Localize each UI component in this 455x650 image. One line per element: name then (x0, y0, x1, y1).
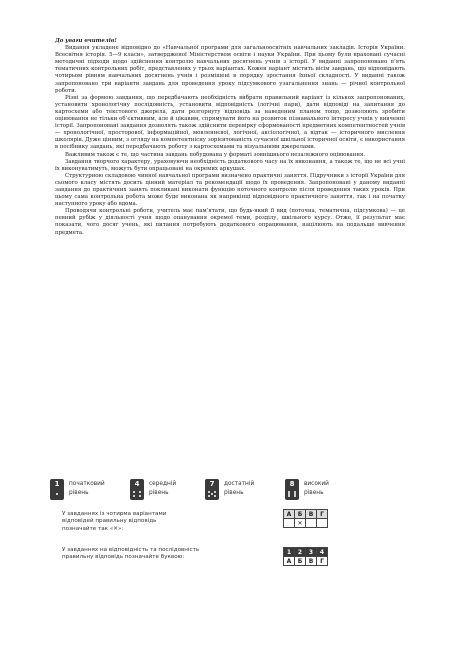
grid-header: 1 (284, 548, 295, 557)
grid-header: Г (317, 510, 328, 519)
grid-cell (284, 519, 295, 528)
level-legend: 1 початковий рівень 4 середній рівень 7 достатній рівень 8 високий рівень (50, 479, 410, 503)
grid-cell (317, 519, 328, 528)
example-one-instructions: У завданнях із чотирма варіантами відповідей правильну відповідь позначайте так «✕»: (62, 511, 167, 532)
grid-header: 2 (295, 548, 306, 557)
grid-cell: ✕ (295, 519, 306, 528)
dice-icon: 7 (205, 479, 219, 500)
grid-header: В (306, 510, 317, 519)
grid-cell: Б (295, 557, 306, 566)
grid-cell: В (306, 557, 317, 566)
grid-header: Б (295, 510, 306, 519)
grid-cell (306, 519, 317, 528)
paragraph: Різні за формою завдання, що передбачають необхідність вибрати правильний варіант із кількох запропонованих, установити хронологічну послідовність, установити відповідність (логічні пари), дати відповіді на запитання до картосхеми або текстового джерела, дати розгорнуту відповідь за наведеним планом тощо, дозволяють зробити оцінювання не тільки об’єктивним, але й цікавим, спрямувати його на розвиток пізнавального інтересу учнів у вивченні історії. Запропоновані завдання дозволять також здійснити перевірку сформованості предметних компетентностей учнів — хронологічної, просторової, інформаційної, мовленнєвої, логічної, аксіологічної, а відтак — історичного мислення школярів. Дуже цінним, з огляду на компетентнісну зорієнтованість сучасної шкільної історичної освіти, є використання в посібнику завдань, які передбачають роботу з картосхемами та візуальними джерелами. (55, 94, 405, 151)
grid-header: 4 (317, 548, 328, 557)
paragraph: Проводячи контрольні роботи, учитель має пам’ятати, що будь-який її вид (поточна, тематична, підсумкова) — це певний рубіж у діяльності учня щодо опанування окремої теми, розділу, шкільного курсу. Отже, її результат має показати, чого досяг учень, які питання потребують додаткового опрацювання, націлюють на подальше вивчення предмета. (55, 208, 405, 236)
paragraph: Видання укладене відповідно до «Навчальної програми для загальноосвітніх навчальних закладів. Історія України. Всесвітня історія. 5—9 класи», затвердженої Міністерством освіти і науки України. При цьому були враховані сучасні методичні підходи щодо здійснення контролю навчальних досягнень учнів з історії. У виданні запропоновано п’ять тематичних контрольних робіт, представлених у трьох варіантах. Кожен варіант містить вісім завдань, що відповідають чотирьом рівням навчальних досягнень учнів і розміщені в порядку зростання їхньої складності. У виданні також запропоновано три варіанти завдань для проведення уроку підсумкового узагальнення знань — річної контрольної роботи. (55, 45, 405, 94)
paragraph: Завдання творчого характеру, ураховуючи необхідність додаткового часу на їх виконання, а також те, що не всі учні їх виконуватимуть, можуть бути опрацьовані на окремих аркушах. (55, 158, 405, 172)
level-label: початковий (69, 481, 105, 487)
dice-icon: 4 (130, 479, 144, 500)
greeting: До уваги вчителів! (55, 38, 117, 44)
grid-cell: А (284, 557, 295, 566)
grid-header: А (284, 510, 295, 519)
grid-cell: Г (317, 557, 328, 566)
dice-icon: 8 (285, 479, 299, 500)
dice-icon: 1 (50, 479, 64, 500)
paragraph: Структурною складовою чинної навчальної програми визначено практичні заняття. Підручники з історії України для сьомого класу містять досить цінний матеріал та рекомендації щодо їх проведення. Запропоновані у даному виданні завдання до практичних занять покликані виконати функцію поточного контролю після проведення таких уроків. При цьому сама контрольна робота може буде виконана як наприкінці відповідного практичного заняття, так і на початку наступного уроку або вдома. (55, 172, 405, 208)
answer-grid-matching (280, 547, 328, 566)
answer-grid-choice (280, 509, 328, 528)
paragraph: Важливим також є те, що частина завдань побудована у форматі зовнішнього незалежного оцінювання. (65, 151, 366, 158)
level-label: високий (304, 481, 329, 487)
level-label: середній (149, 481, 177, 487)
example-two-instructions: У завданнях на відповідність та послідовність правильну відповідь позначайте буквою: (62, 547, 200, 561)
intro-text (55, 38, 405, 237)
grid-header: 3 (306, 548, 317, 557)
level-label: достатній (224, 481, 255, 487)
